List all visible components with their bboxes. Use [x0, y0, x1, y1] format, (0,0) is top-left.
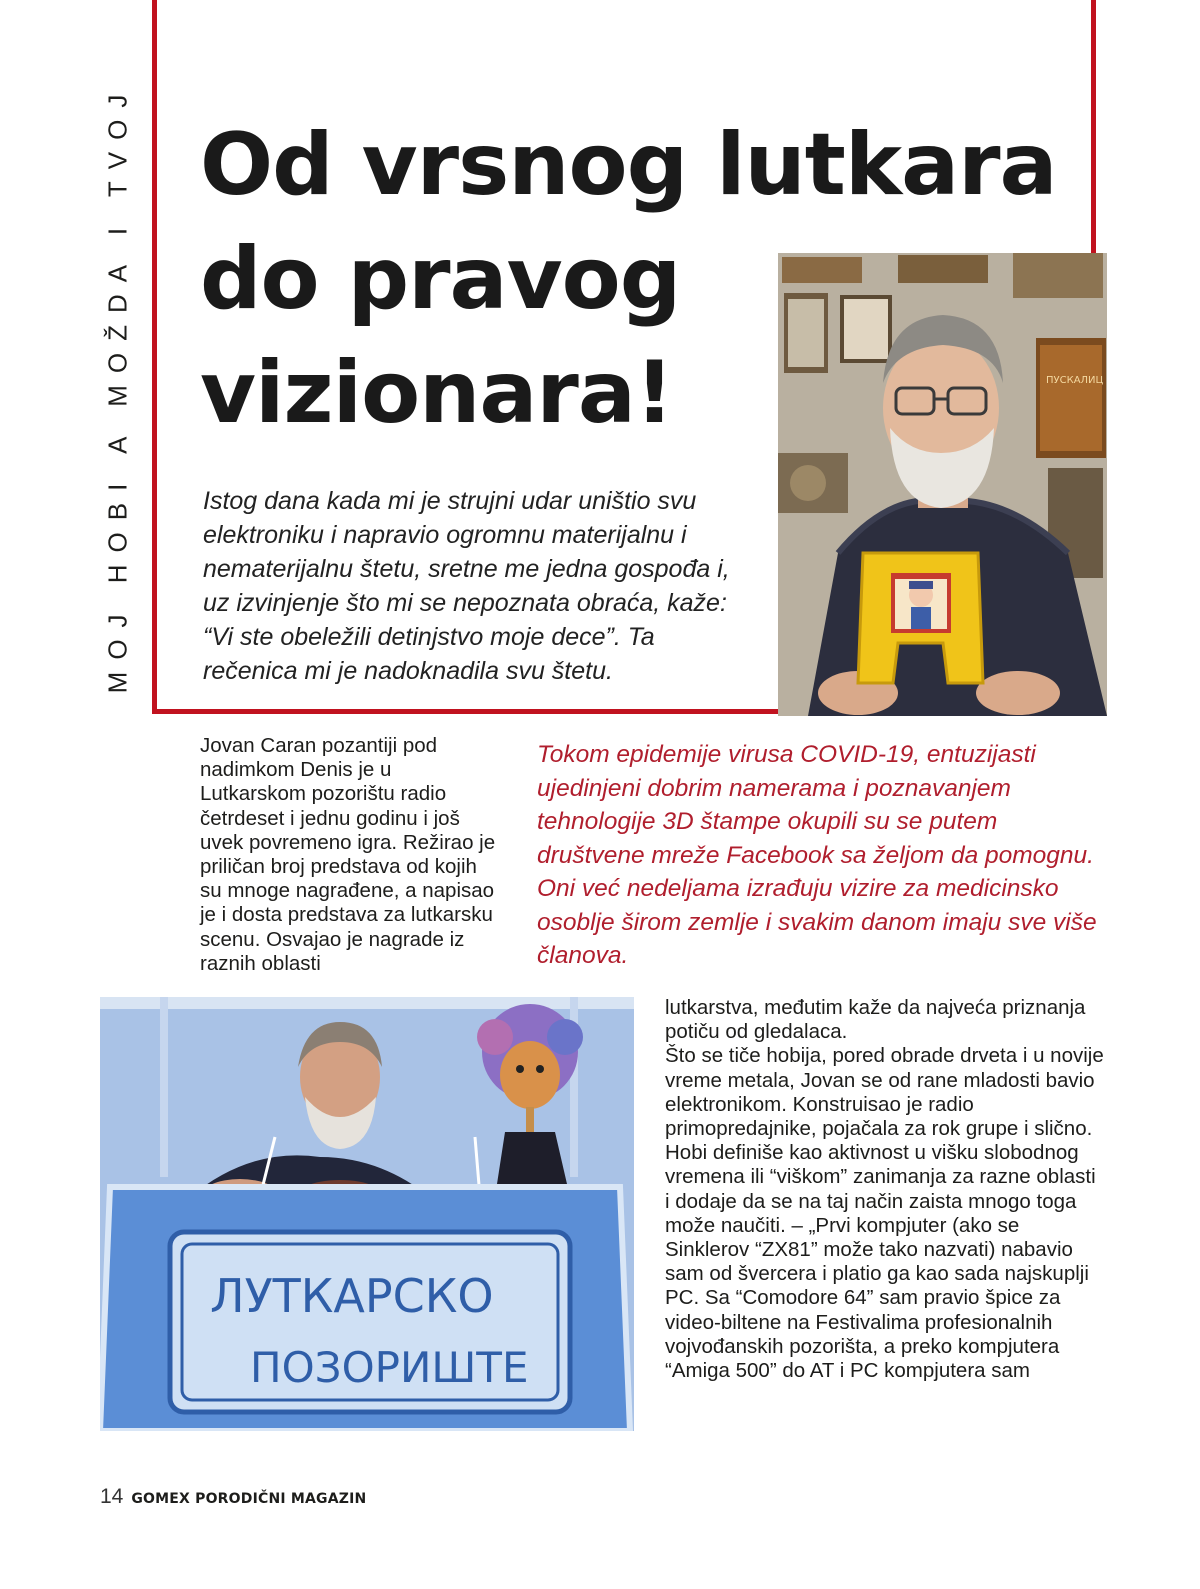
- sign-line-1: ЛУТКАРСКО: [210, 1269, 494, 1323]
- title-line-1: Od vrsnog lutkara: [200, 115, 1057, 215]
- puppet-theatre-illustration: [100, 997, 634, 1431]
- lead-paragraph: Istog dana kada mi je strujni udar uništio svu elektroniku i napravio ogromnu materijalnu i nematerijalnu štetu, sretne me jedna gospođa i, uz izvinjenje što mi se nepoznata obraća, kaže: “Vi ste obeležili detinjstvo moje dece”. Ta rečenica mi je nadoknadila svu štetu.: [203, 487, 730, 685]
- body-column-2-paragraph-1: lutkarstva, međutim kaže da najveća priznanja potiču od gledalaca.: [665, 996, 1086, 1044]
- sign-line-2: ПОЗОРИШТЕ: [250, 1343, 529, 1392]
- page-footer: [100, 1485, 366, 1515]
- section-label-text: MOJ HOBI A MOŽDA I TVOJ: [102, 82, 133, 694]
- body-column-2: [665, 996, 1105, 1383]
- portrait-illustration: [778, 253, 1107, 716]
- poster-text: ПУСКАЛИЦ: [1046, 375, 1104, 386]
- body-column-2-paragraph-2: Što se tiče hobija, pored obrade drveta i u novije vreme metala, Jovan se od rane mladosti bavio elektronikom. Konstruisao je radio primopredajnike, pojačala za rok grupe i slično. Hobi definiše kao aktivnost u višku slobodnog vremena ili “viškom” zanimanja za razne oblasti i dodaje da se na taj način zaista mnogo toga može naučiti. – „Prvi kompjuter (ako se Sinklerov “ZX81” može tako nazvati) nabavio sam od švercera i platio ga kao sada najskuplji PC. Sa “Comodore 64” sam pravio špice za video-biltene na Festivalima profesionalnih vojvođanskih pozorišta, a preko kompjutera “Amiga 500” do AT i PC kompjutera sam: [665, 1044, 1104, 1383]
- portrait-photo: [778, 253, 1107, 716]
- page-number: 14: [100, 1485, 124, 1508]
- magazine-name: GOMEX PORODIČNI MAGAZIN: [131, 1491, 367, 1507]
- pull-quote: Tokom epidemije virusa COVID-19, entuzijasti ujedinjeni dobrim namerama i poznavanjem tehnologije 3D štampe okupili su se putem društvene mreže Facebook sa željom da pomognu. Oni već nedeljama izrađuju vizire za medicinsko osoblje širom zemlje i svakim danom imaju sve više članova.: [537, 741, 1097, 969]
- title-line-2: do pravog: [200, 229, 681, 329]
- puppet-theatre-photo: [100, 997, 634, 1431]
- title-line-3: vizionara!: [200, 343, 674, 443]
- body-column-1: Jovan Caran pozantiji pod nadimkom Denis je u Lutkarskom pozorištu radio četrdeset i jednu godinu i još uvek povremeno igra. Režirao je priličan broj predstava od kojih su mnoge nagrađene, a napisao je i dosta predstava za lutkarsku scenu. Osvajao je nagrade iz raznih oblasti: [200, 734, 496, 975]
